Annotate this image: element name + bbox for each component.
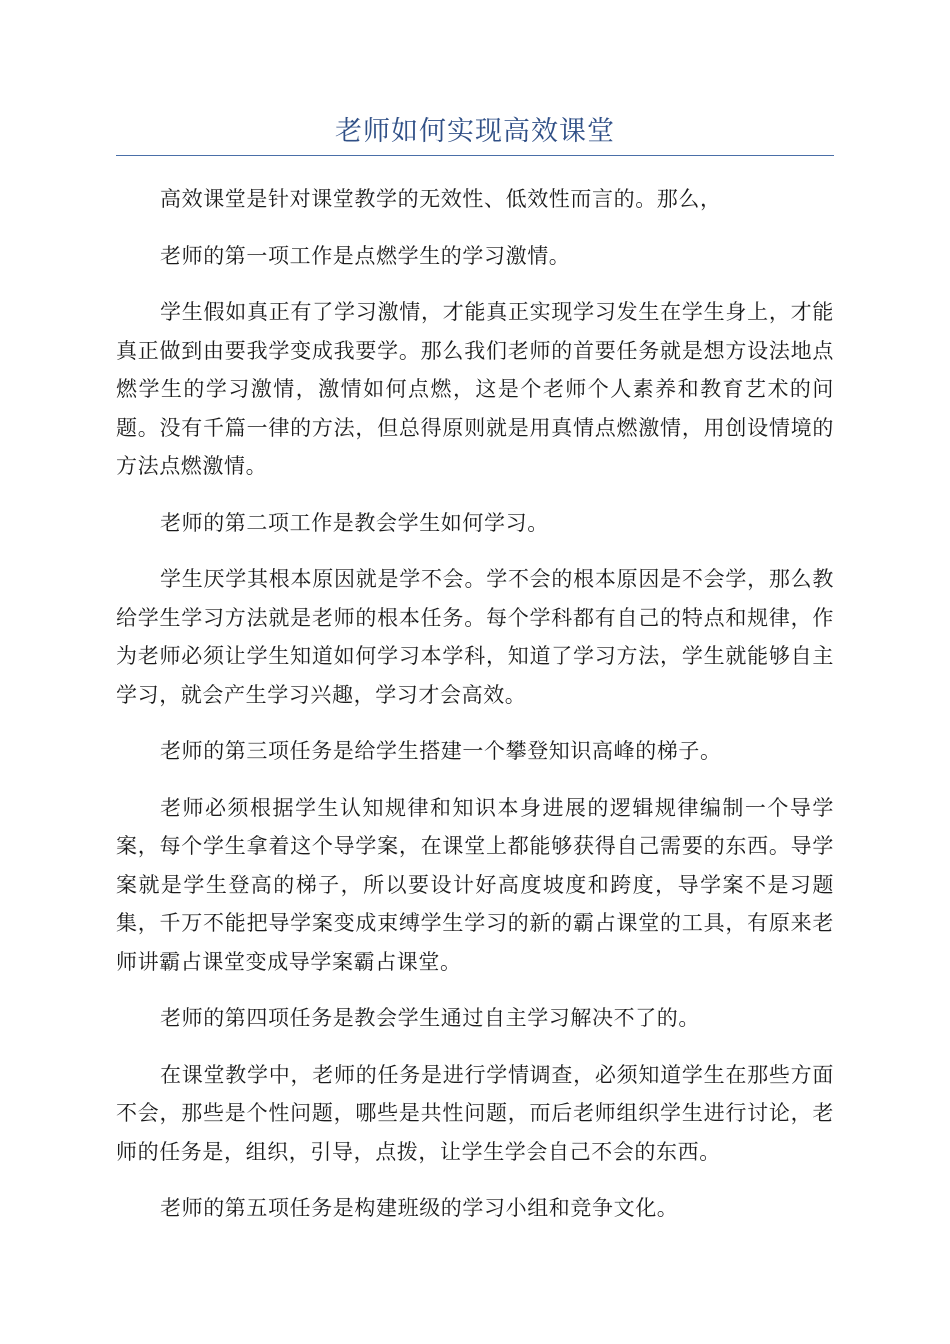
paragraph-10: 老师的第五项任务是构建班级的学习小组和竞争文化。 <box>160 1196 679 1220</box>
paragraph-2: 老师的第一项工作是点燃学生的学习激情。 <box>160 243 571 268</box>
paragraph-9: 在课堂教学中，老师的任务是进行学情调查，必须知道学生在那些方面不会，那些是个性问题，哪些是共性问题，而后老师组织学生进行讨论，老师的任务是，组织，引导，点拨，让学生学会自己不会的东西。 <box>116 1062 834 1164</box>
document-body <box>116 180 834 1228</box>
document-page <box>116 0 834 1246</box>
paragraph-3: 学生假如真正有了学习激情，才能真正实现学习发生在学生身上，才能真正做到由要我学变成我要学。那么我们老师的首要任务就是想方设法地点燃学生的学习激情，激情如何点燃，这是个老师个人素养和教育艺术的问题。没有千篇一律的方法，但总得原则就是用真情点燃激情，用创设情境的方法点燃激情。 <box>116 300 834 478</box>
document-title: 老师如何实现高效课堂 <box>335 116 615 147</box>
paragraph-7: 老师必须根据学生认知规律和知识本身进展的逻辑规律编制一个导学案，每个学生拿着这个导学案，在课堂上都能够获得自己需要的东西。导学案就是学生登高的梯子，所以要设计好高度坡度和跨度，导学案不是习题集，千万不能把导学案变成束缚学生学习的新的霸占课堂的工具，有原来老师讲霸占课堂变成导学案霸占课堂。 <box>116 795 834 974</box>
paragraph-1: 高效课堂是针对课堂教学的无效性、低效性而言的。那么， <box>160 187 722 211</box>
paragraph-4: 老师的第二项工作是教会学生如何学习。 <box>160 510 549 535</box>
paragraph-8: 老师的第四项任务是教会学生通过自主学习解决不了的。 <box>160 1006 700 1030</box>
paragraph-5: 学生厌学其根本原因就是学不会。学不会的根本原因是不会学，那么教给学生学习方法就是老师的根本任务。每个学科都有自己的特点和规律，作为老师必须让学生知道如何学习本学科，知道了学习方法，学生就能够自主学习，就会产生学习兴趣，学习才会高效。 <box>116 567 834 707</box>
title-underline <box>116 155 834 156</box>
paragraph-6: 老师的第三项任务是给学生搭建一个攀登知识高峰的梯子。 <box>160 739 722 763</box>
